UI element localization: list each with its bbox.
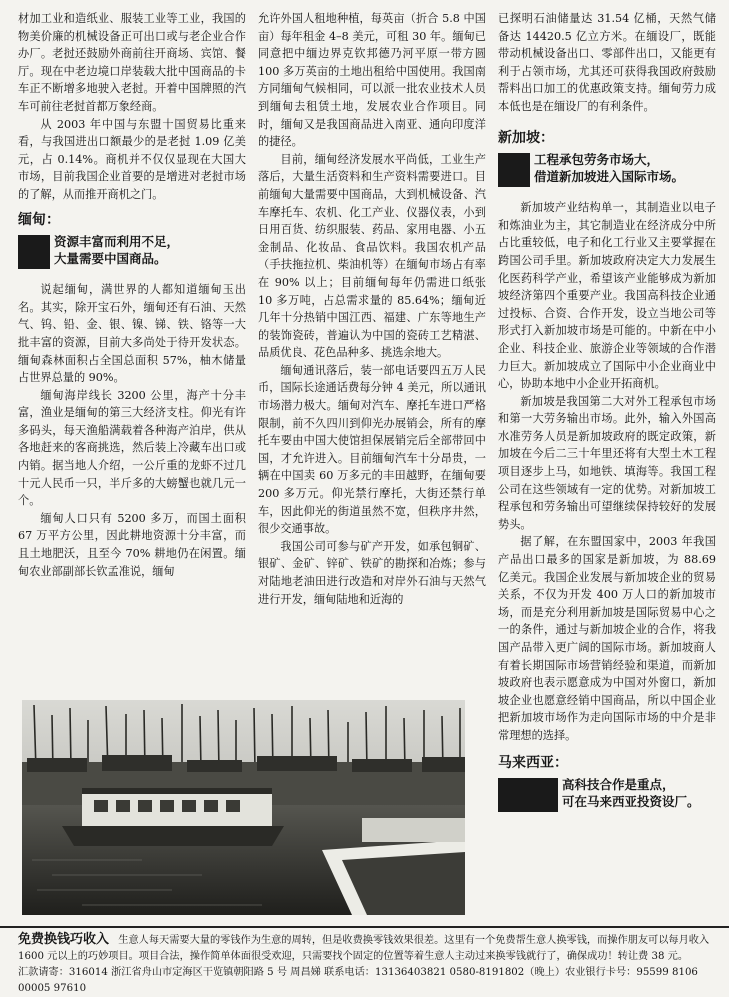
- paragraph: 缅甸海岸线长 3200 公里，海产十分丰富，渔业是缅甸的第三大经济支柱。仰光有许多码头，每天渔船满载着各种海产泊岸，供从各地赶来的客商挑选，然后装上冷藏车出口或内销。据当地人介绍，一公斤重的龙虾不过几十元人民币一只，半斤多的大螃蟹也就几元一个。: [18, 388, 246, 508]
- black-block-icon: [18, 235, 50, 269]
- paragraph: 缅甸通讯落后，装一部电话要四五万人民币，国际长途通话费每分钟 4 美元，所以通讯市场潜力极大。缅甸对汽车、摩托车进口严格限制，前不久四川到仰光办展销会，所有的摩托车要由中国大使馆担保展销完后全部带回中国，才允许进入。目前缅甸汽车十分昂贵，一辆在中国卖 60 万多元的丰田越野，在缅甸要 200 多万元。仰光禁行摩托，大街还禁行单车，因此仰光的街道虽然不宽，但秩序井然，很少交通事故。: [258, 363, 486, 536]
- paragraph: 已探明石油储量达 31.54 亿桶，天然气储备达 14420.5 亿立方米。在缅设厂，既能带动机械设备出口、零部件出口，又能更有利于占领市场，尤其还可获得我国政府鼓励帮料出口加工的优惠政策支持。缅甸劳力成本低也是在缅设厂的有利条件。: [498, 12, 716, 113]
- paragraph: 新加坡是我国第二大对外工程承包市场和第一大劳务输出市场。此外，输入外国高水准劳务人员是新加坡政府的既定政策，新加坡在今后二三十年里还将有大型土木工程项目逐步上马，如地铁、填海等。我国工程公司在这些领域有一定的优势。对新加坡工程承包和劳务输出可望继续保持较好的发展势头。: [498, 394, 716, 531]
- subheading-line: 可在马来西亚投资设厂。: [562, 794, 700, 810]
- subheading-line: 借道新加坡进入国际市场。: [534, 169, 685, 185]
- paragraph: 新加坡产业结构单一，其制造业以电子和炼油业为主，其它制造业在经济成分中所占比重较低，电子和化工行业又主要掌握在跨国公司手里。新加坡政府决定大力发展生化医药科学产业，希望该产业能够成为新加坡经济第四个重要产业。我国高科技企业通过投标、合资、合作开发，设立当地公司等形式打入新加坡市场是可能的。中新在中小企业、科技企业、旅游企业等领域的合作潜力巨大。新加坡成立了国际中小企业商业中心，协助本地中小企业开拓商机。: [498, 201, 716, 391]
- paragraph: 据了解，在东盟国家中，2003 年我国产品出口最多的国家是新加坡，为 88.69 亿美元。我国企业发展与新加坡企业的贸易关系，不仅为开发 400 万人口的新加坡市场，而是充分利用新加坡是国际贸易中心之一的条件，通过与新加坡企业的合作，将我国产品带入更广阔的国际市场。新加坡商人有着长期国际市场营销经验和渠道，而新加坡政府也表示愿意成为中国对外窗口，新加坡企业也愿意经销中国商品，所以中国企业把新加坡市场作为走向国际市场的中介是非常理想的选择。: [498, 535, 716, 742]
- section-title-malaysia: 马来西亚：: [498, 754, 568, 771]
- paragraph: 材加工业和造纸业、服装工业等工业，我国的物美价廉的机械设备正可出口或与老企业合作办厂。老挝还鼓励外商前往开商场、宾馆、餐厅。现在中老边境口岸装载大批中国商品的卡车正不断增多地驶入老挝。开着中国牌照的汽车可前往老挝首都万象经商。: [18, 12, 246, 113]
- section-title-singapore: 新加坡：: [498, 129, 554, 146]
- paragraph: 允许外国人租地种植，每英亩（折合 5.8 中国亩）每年租金 4–8 美元，可租 30 年。缅甸已同意把中缅边界克钦邦德乃河平原一带方圆 100 多万英亩的土地出租给中国使用。我国南方同缅甸气候相同，可以派一批农业技术人员到缅甸去租赁土地，发展农业合作项目。同时，缅甸又是我国商品进入南亚、通向印度洋的捷径。: [258, 12, 486, 149]
- article-column-3: [498, 10, 716, 824]
- paragraph: 缅甸人口只有 5200 多万，而国土面积 67 万平方公里，因此耕地资源十分丰富，而且土地肥沃，且至今 70% 耕地仍在闲置。缅甸农业部副部长钦孟准说，缅甸: [18, 511, 246, 578]
- footer-text: 生意人每天需要大量的零钱作为生意的周转，但是收费换零钱效果很差。这里有一个免费帮生意人换零钱，而操作朋友可以每月收入 1600 元以上的巧妙项目。项目合法，操作简单体面很受欢迎，只需要找个固定的位置等着生意人主动过来换零钱就行了，确保成功！转让费 38 元。: [18, 935, 710, 962]
- subheading-line: 资源丰富而利用不足，: [54, 234, 180, 250]
- subheading-line: 大量需要中国商品。: [54, 251, 167, 267]
- paragraph: 我国公司可参与矿产开发，如承包铜矿、银矿、金矿、锌矿、铁矿的勘探和冶炼；参与对陆地老油田进行改造和对岸外石油与天然气进行开发，缅甸陆地和近海的: [258, 539, 486, 606]
- footer-line: [18, 932, 715, 965]
- subheading-line: 工程承包劳务市场大，: [534, 152, 660, 168]
- subheading-malaysia: [498, 776, 716, 812]
- footer-title: 免费换钱巧收入: [18, 932, 110, 947]
- section-title-myanmar: 缅甸：: [18, 211, 60, 228]
- footer-advertisement: [0, 926, 729, 994]
- article-column-1: [18, 10, 246, 580]
- footer-contact: 汇款请寄：316014 浙江省舟山市定海区干览镇朝阳路 5 号 周昌娣 联系电话：13136403821 0580-8191802（晚上）农业银行卡号：95599 8106 00005 97610: [18, 967, 698, 994]
- subheading-singapore: [498, 151, 716, 187]
- harbor-photo-illustration: [22, 700, 465, 915]
- subheading-myanmar: [18, 233, 246, 269]
- subheading-line: 高科技合作是重点，: [562, 777, 675, 793]
- black-block-icon: [498, 153, 530, 187]
- black-block-icon: [498, 778, 558, 812]
- article-column-2: [258, 10, 486, 608]
- paragraph: 目前，缅甸经济发展水平尚低，工业生产落后，大量生活资料和生产资料需要进口。目前缅甸大量需要中国商品，大到机械设备、汽车摩托车、农机、化工产业、仪器仪表，小到日用百货、纺织服装、药品、家用电器、小五金制品、化妆品、食品饮料。我国农机产品（手扶拖拉机、柴油机等）在缅甸市场占有率在 90% 以上；目前缅甸每年仍需进口纸张 10 多万吨，占总需求量的 85.64%；缅甸近几年十分热销中国江西、福建、广东等地生产的装饰瓷砖，普遍认为中国的瓷砖工艺精湛、品质优良、花色品种多、挑选余地大。: [258, 152, 486, 360]
- paragraph: 说起缅甸，满世界的人都知道缅甸玉出名。其实，除开宝石外，缅甸还有石油、天然气、钨、铅、金、银、镍、锑、铁、铬等一大批丰富的资源，目前大多尚处于待开发状态。缅甸森林面积占全国总面积 57%，柚木储量占世界总量的 90%。: [18, 283, 246, 385]
- harbor-photo: [22, 700, 465, 915]
- paragraph: 从 2003 年中国与东盟十国贸易比重来看，与我国进出口额最少的是老挝 1.09 亿美元，占 0.14%。商机并不仅仅显现在大国大市场，目前我国企业首要的是增进对老挝市场的了解，从而推开商机之门。: [18, 117, 246, 201]
